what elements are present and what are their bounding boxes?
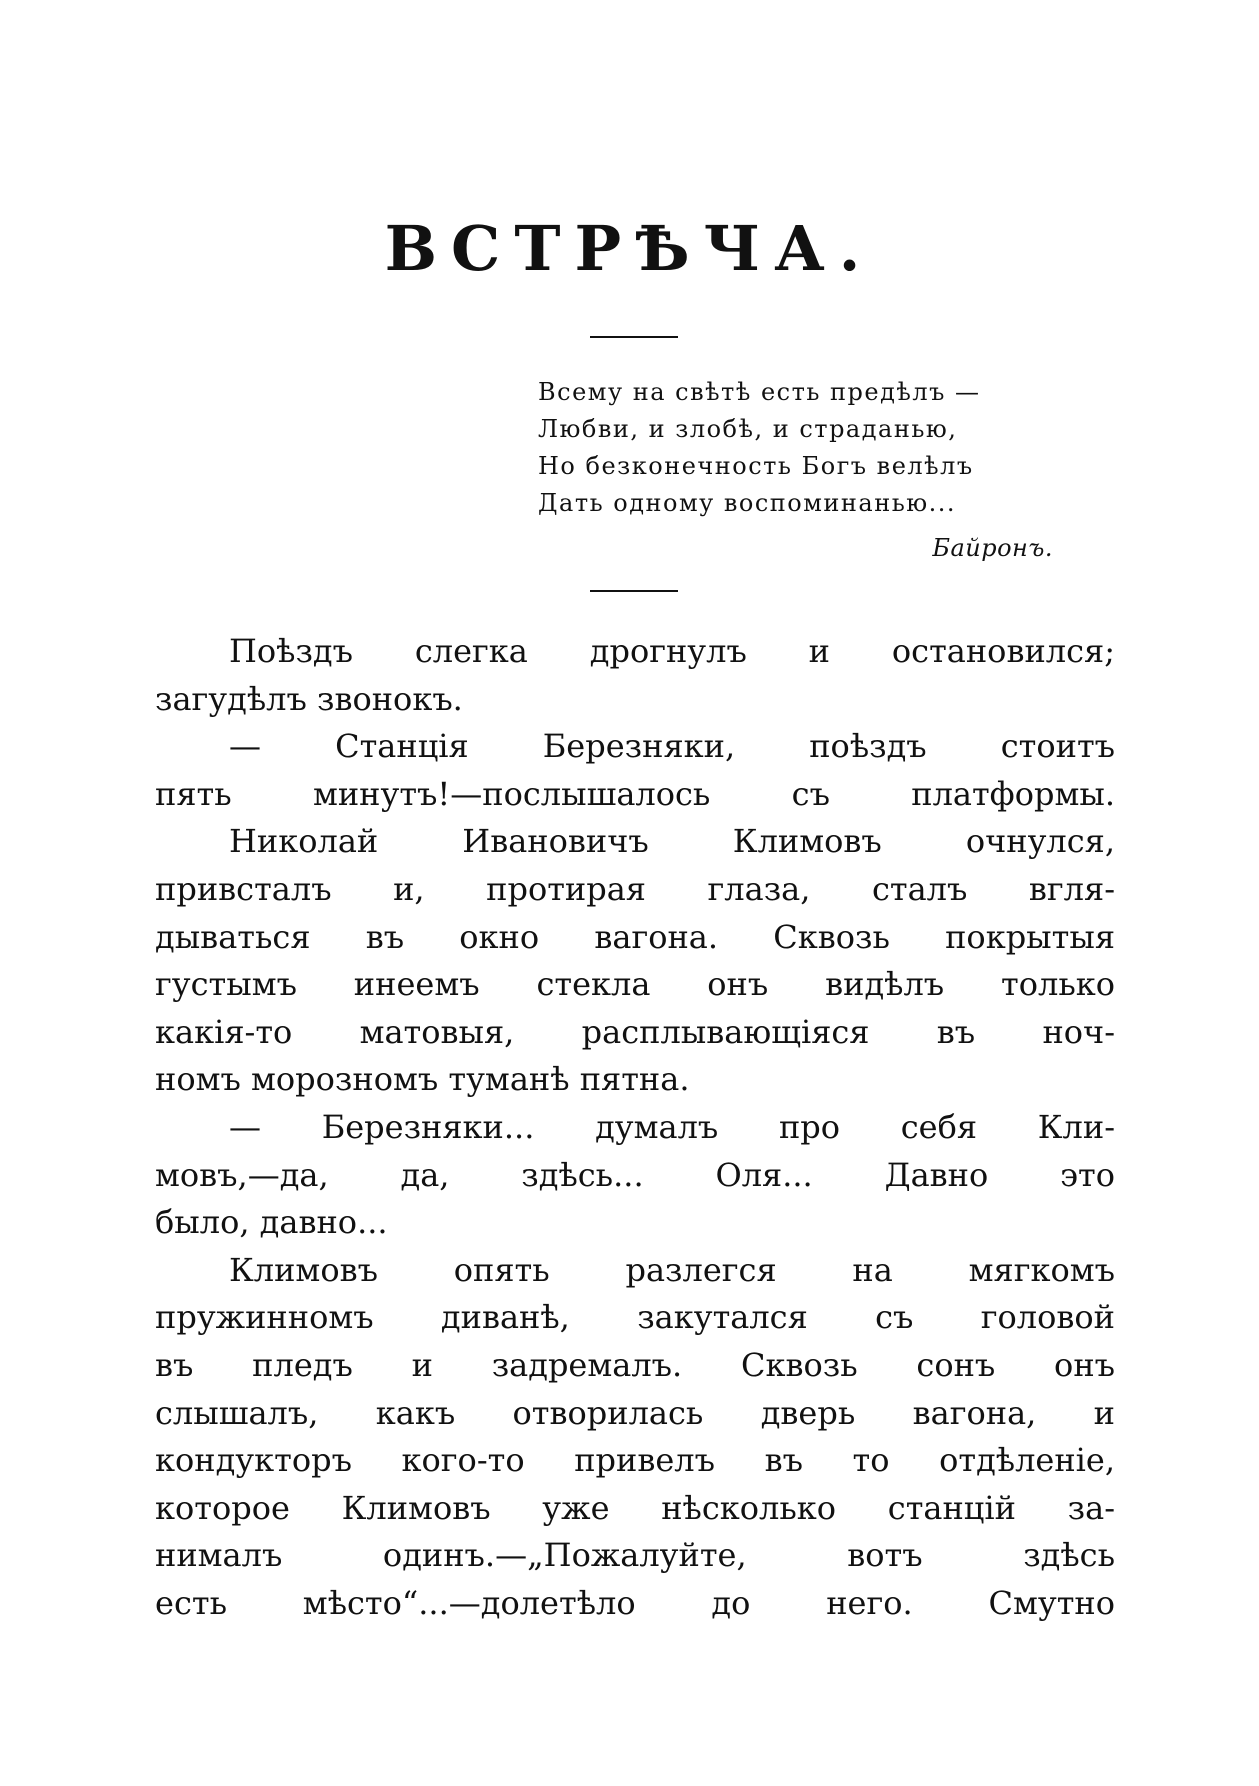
text-line: кондукторъ кого-то привелъ въ то отдѣленіе,: [155, 1441, 1115, 1480]
title-divider: [590, 336, 678, 338]
text-line: привсталъ и, протирая глаза, сталъ вгля-: [155, 869, 1115, 908]
text-line: мовъ,—да, да, здѣсь... Оля... Давно это: [155, 1155, 1115, 1194]
epigraph-line: Дать одному воспоминанью...: [538, 489, 957, 517]
text-line: слышалъ, какъ отворилась дверь вагона, и: [155, 1393, 1115, 1432]
chapter-title: ВСТРѢЧА.: [384, 212, 875, 285]
epigraph-author: Байронъ.: [932, 534, 1053, 562]
epigraph: [538, 374, 1118, 567]
text-line: Поѣздъ слегка дрогнулъ и остановился;: [229, 632, 1115, 670]
text-line: было, давно...: [155, 1203, 388, 1242]
epigraph-line: Но безконечность Богъ велѣлъ: [538, 452, 974, 480]
epigraph-line: Любви, и злобѣ, и страданью,: [538, 415, 958, 443]
epigraph-divider: [590, 590, 678, 592]
epigraph-line: Всему на свѣтѣ есть предѣлъ —: [538, 378, 981, 406]
text-line: дываться въ окно вагона. Сквозь покрытыя: [155, 917, 1115, 956]
body-text: [155, 628, 1115, 1627]
text-line: нималъ одинъ.—„Пожалуйте, вотъ здѣсь: [155, 1536, 1115, 1575]
text-line: пять минутъ!—послышалось съ платформы.: [155, 774, 1115, 813]
text-line: Климовъ опять разлегся на мягкомъ: [229, 1250, 1115, 1289]
text-line: густымъ инеемъ стекла онъ видѣлъ только: [155, 965, 1115, 1004]
text-line: номъ морозномъ туманѣ пятна.: [155, 1060, 690, 1099]
text-line: которое Климовъ уже нѣсколько станцій за-: [155, 1488, 1115, 1527]
text-line: пружинномъ диванѣ, закутался съ головой: [155, 1298, 1115, 1337]
text-line: въ пледъ и задремалъ. Сквозь сонъ онъ: [155, 1345, 1115, 1384]
text-line: Николай Ивановичъ Климовъ очнулся,: [229, 822, 1115, 861]
text-line: какія-то матовыя, расплывающіяся въ ноч-: [155, 1012, 1115, 1051]
text-line: — Станція Березняки, поѣздъ стоитъ: [229, 727, 1115, 766]
text-line: — Березняки... думалъ про себя Кли-: [229, 1107, 1115, 1146]
text-line: загудѣлъ звонокъ.: [155, 679, 463, 718]
text-line: есть мѣсто“...—долетѣло до него. Смутно: [155, 1583, 1115, 1622]
